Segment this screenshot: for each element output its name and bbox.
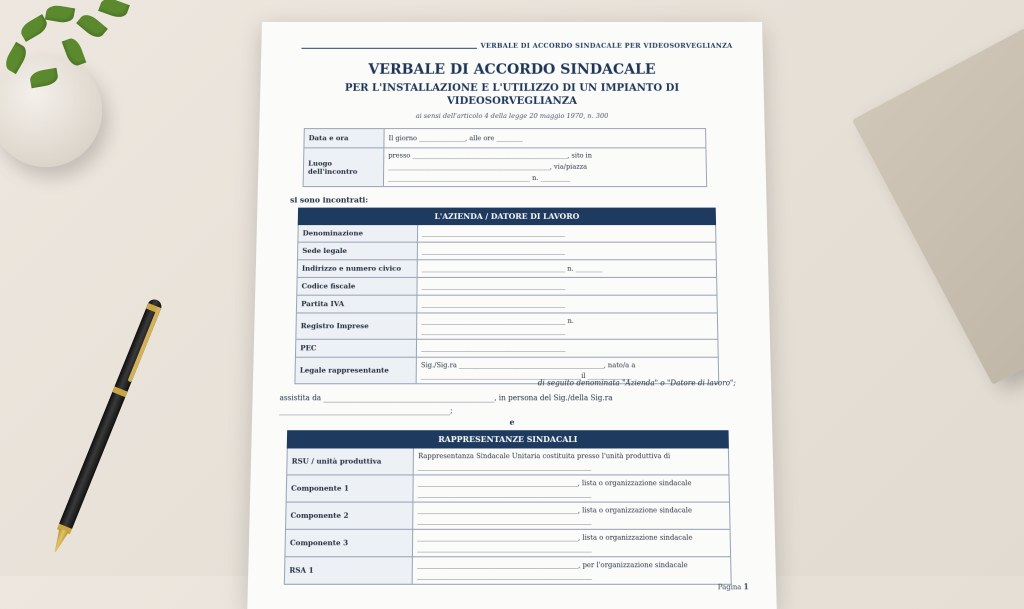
union-section-heading: RAPPRESENTANZE SINDACALI	[287, 431, 728, 448]
place-label: Luogo dell'incontro	[303, 148, 384, 187]
document-page	[247, 22, 776, 609]
page-label: Pagina	[717, 582, 742, 592]
row-field[interactable]: Rappresentanza Sindacale Unitaria costituita presso l'unità produttiva di ___________________________________________________	[413, 448, 729, 475]
table-row	[296, 295, 717, 313]
table-row	[285, 529, 731, 556]
place-line: _________________________________________________, via/piazza	[388, 162, 588, 171]
row-label: Componente 3	[285, 529, 413, 556]
row-field[interactable]: ___________________________________________ n. ___________________________________________	[417, 313, 718, 339]
row-field[interactable]: Sig./Sig.ra ___________________________________________, nato/a a _______________________________________________ il _____________	[416, 357, 719, 384]
plant-leaf-icon	[45, 4, 75, 25]
table-row	[284, 557, 731, 585]
row-field[interactable]: ___________________________________________	[417, 295, 718, 313]
row-field[interactable]: ___________________________________________	[417, 242, 716, 260]
document-subtitle: PER L'INSTALLAZIONE E L'UTILIZZO DI UN IMPIANTO DI VIDEOSORVEGLIANZA	[344, 82, 680, 107]
company-section-heading: L'AZIENDA / DATORE DI LAVORO	[298, 208, 715, 224]
met-text: si sono incontrati:	[290, 195, 369, 205]
meeting-table	[303, 128, 708, 187]
designation-text: di seguito denominata "Azienda" o "Datore di lavoro";	[537, 378, 736, 388]
row-field[interactable]: ___________________________________________	[416, 339, 718, 357]
table-row	[298, 225, 716, 243]
row-field[interactable]: _______________________________________________, per l'organizzazione sindacale ___________________________________________________	[412, 557, 731, 585]
row-label: RSA 1	[284, 557, 412, 585]
date-field[interactable]: Il giorno ______________, alle ore ________	[384, 129, 706, 148]
plant-leaf-icon	[98, 0, 130, 20]
row-label: RSU / unità produttiva	[287, 448, 414, 475]
page-number	[718, 582, 749, 592]
row-field[interactable]: _______________________________________________, lista o organizzazione sindacale ___________________________________________________	[413, 502, 730, 529]
row-label: Partita IVA	[296, 295, 417, 313]
document-title: VERBALE DI ACCORDO SINDACALE	[368, 61, 656, 78]
row-label: Legale rappresentante	[295, 357, 416, 384]
row-label: PEC	[295, 339, 416, 357]
running-title: VERBALE DI ACCORDO SINDACALE PER VIDEOSORVEGLIANZA	[477, 42, 733, 50]
row-label: Componente 2	[286, 502, 413, 529]
legal-reference: ai sensi dell'articolo 4 della legge 20 maggio 1970, n. 300	[415, 111, 609, 121]
row-label: Indirizzo e numero civico	[297, 260, 417, 278]
place-line: ___________________________________________ n. _________	[388, 173, 571, 182]
place-field[interactable]	[383, 148, 706, 187]
row-label: Sede legale	[297, 242, 417, 260]
row-label: Componente 1	[286, 475, 413, 502]
plant-leaf-icon	[76, 11, 108, 41]
conjunction: e	[509, 417, 515, 427]
page-number-value: 1	[743, 581, 749, 592]
row-field[interactable]: ___________________________________________	[417, 225, 715, 243]
union-table	[284, 430, 732, 585]
row-label: Denominazione	[298, 225, 418, 243]
notebook	[852, 26, 1024, 385]
table-row	[296, 313, 718, 339]
row-field[interactable]: _______________________________________________, lista o organizzazione sindacale ___________________________________________________	[413, 475, 730, 502]
company-table	[294, 208, 719, 385]
table-row	[286, 502, 731, 529]
row-label: Codice fiscale	[297, 277, 417, 295]
assisted-by-text[interactable]: assistita da _______________________________________________, in persona del Sig./della Sig.ra _______________________________________________;	[279, 393, 613, 416]
date-label: Data e ora	[304, 129, 384, 148]
row-label: Registro Imprese	[296, 313, 417, 339]
row-field[interactable]: _______________________________________________, lista o organizzazione sindacale ___________________________________________________	[412, 529, 730, 556]
table-row	[295, 339, 718, 357]
table-row	[297, 277, 717, 295]
table-row	[286, 475, 729, 502]
table-row	[287, 448, 729, 475]
place-line: presso _______________________________________________, sito in	[388, 151, 593, 160]
row-field[interactable]: ___________________________________________ n. ________	[417, 260, 716, 278]
table-row	[297, 260, 716, 278]
table-row	[297, 242, 716, 260]
pen	[57, 297, 164, 534]
row-field[interactable]: ___________________________________________	[417, 277, 717, 295]
